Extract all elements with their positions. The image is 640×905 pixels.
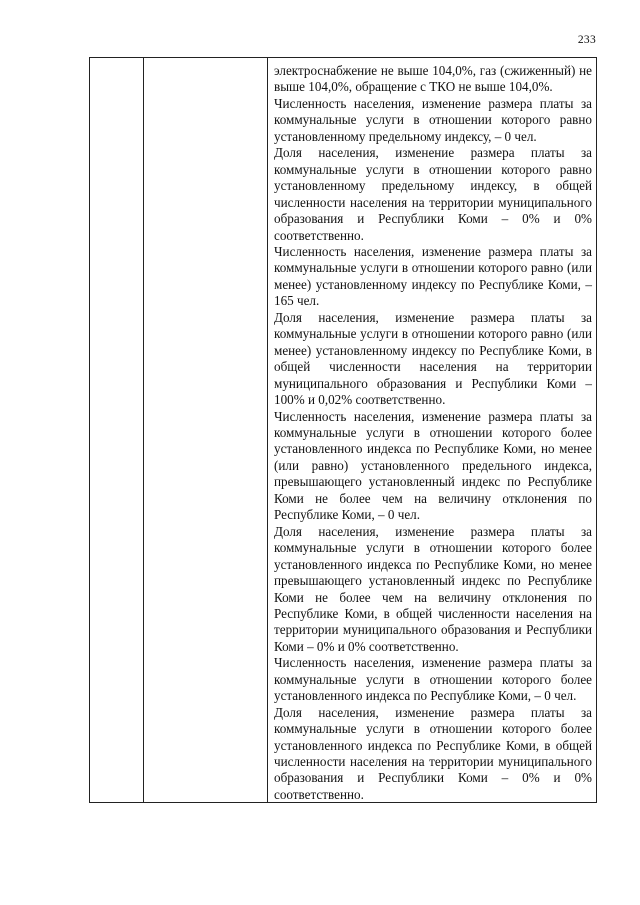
paragraph: Доля населения, изменение размера платы за коммунальные услуги в отношении которого более установленного индекса по Республике Коми, в общей численности населения на территории муниципального образования и Республики Коми – 0% и 0% соответственно. — [274, 704, 592, 802]
table-cell-content — [274, 63, 592, 803]
paragraph: Численность населения, изменение размера платы за коммунальные услуги в отношении которого равно (или менее) установленному индексу по Республике Коми, – 165 чел. — [274, 243, 592, 309]
paragraph: Численность населения, изменение размера платы за коммунальные услуги в отношении которого более установленного индекса по Республике Коми, – 0 чел. — [274, 655, 592, 704]
column-divider-2 — [267, 58, 268, 802]
paragraph: Доля населения, изменение размера платы за коммунальные услуги в отношении которого более установленного индекса по Республике Коми, но менее превышающего установленный индекс по Республике Коми не более чем на величину отклонения по Республике Коми, в общей численности населения на территории муниципального образования и Республики Коми – 0% и 0% соответственно. — [274, 523, 592, 654]
paragraph: Доля населения, изменение размера платы за коммунальные услуги в отношении которого равно (или менее) установленному индексу по Республике Коми, в общей численности населения на территории муниципального образования и Республики Коми – 100% и 0,02% соответственно. — [274, 309, 592, 408]
column-divider-1 — [143, 58, 144, 802]
paragraph: Численность населения, изменение размера платы за коммунальные услуги в отношении которого более установленного индекса по Республике Коми, но менее (или равно) установленного предельного индекса, превышающего установленный индекс по Республике Коми не более чем на величину отклонения по Республике Коми, – 0 чел. — [274, 408, 592, 523]
paragraph: Доля населения, изменение размера платы за коммунальные услуги в отношении которого равно установленному предельному индексу, в общей численности населения на территории муниципального образования и Республики Коми – 0% и 0% соответственно. — [274, 145, 592, 243]
paragraph: Численность населения, изменение размера платы за коммунальные услуги в отношении которого равно установленному предельному индексу, – 0 чел. — [274, 95, 592, 144]
page-number: 233 — [577, 34, 596, 46]
paragraph: электроснабжение не выше 104,0%, газ (сжиженный) не выше 104,0%, обращение с ТКО не выше 104,0%. — [274, 63, 592, 95]
document-table — [89, 57, 597, 803]
